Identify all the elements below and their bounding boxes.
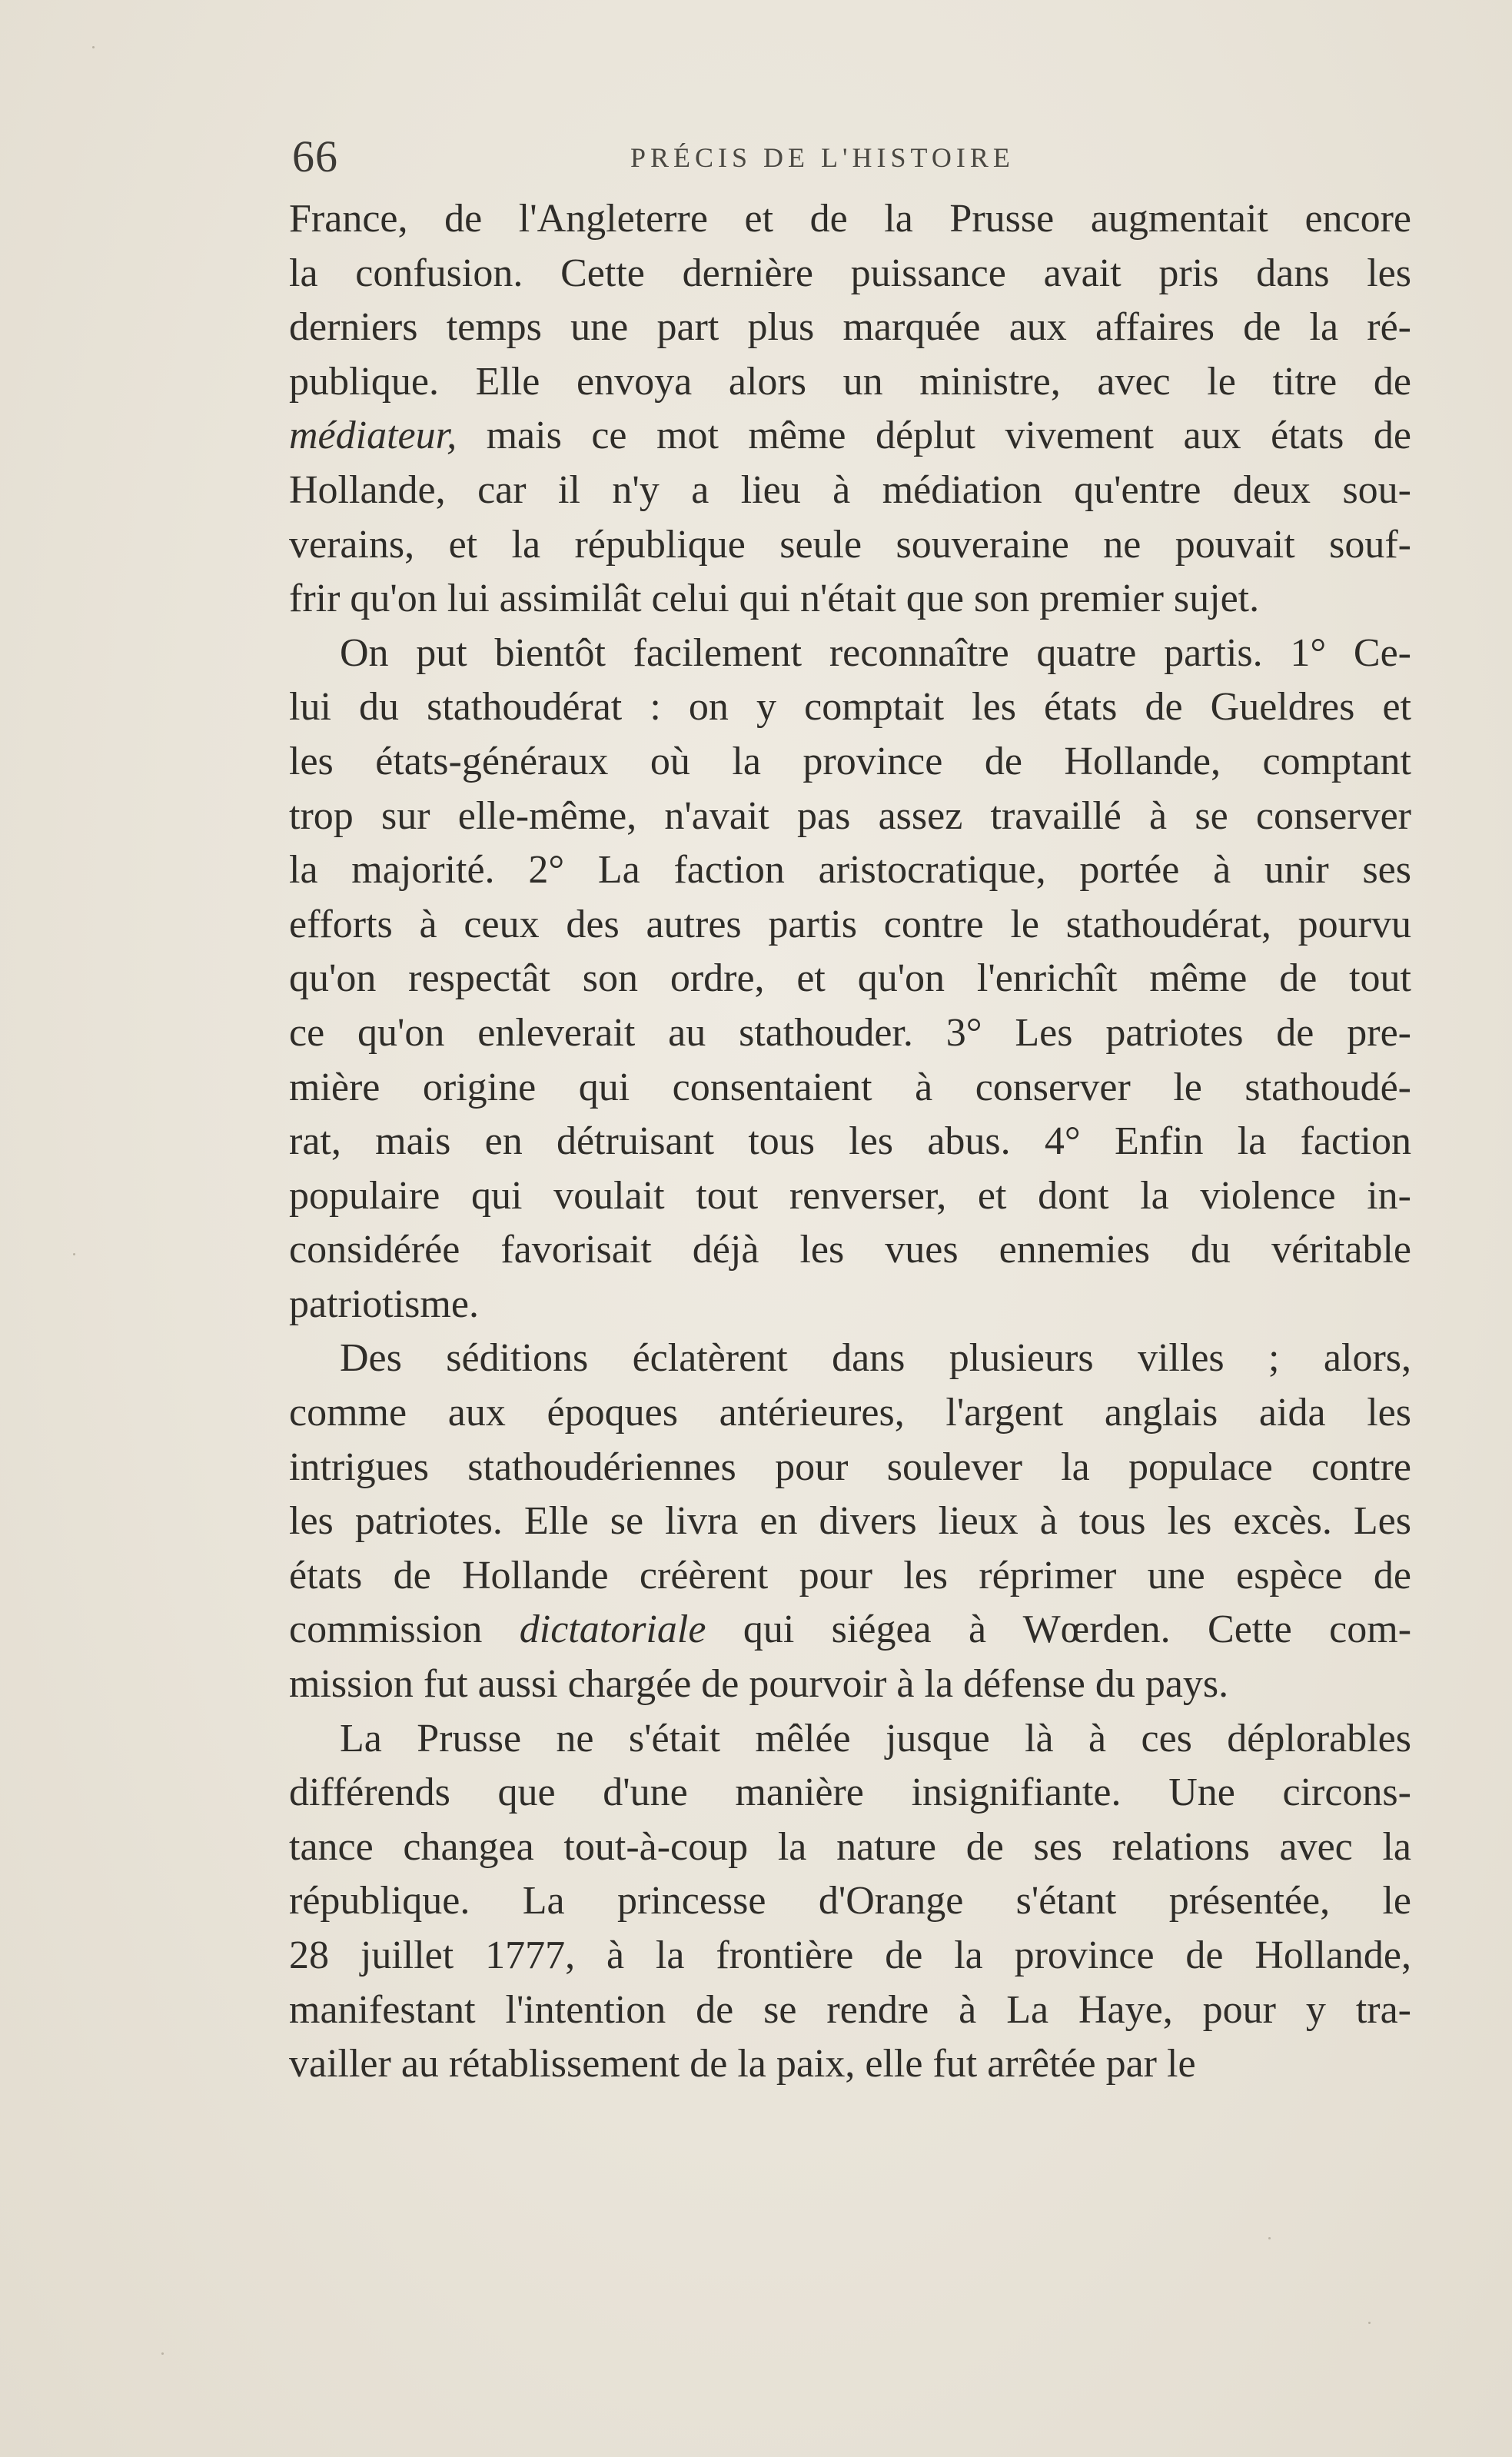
text-line: patriotisme.: [289, 1282, 479, 1326]
page-header: [292, 131, 1407, 185]
text-line: république. La princesse d'Orange s'étant présentée, le: [289, 1879, 1411, 1923]
text-line: états de Hollande créèrent pour les réprimer une espèce de: [289, 1553, 1411, 1598]
text-line: lui du stathoudérat : on y comptait les états de Gueldres et: [289, 685, 1411, 730]
text-line: 28 juillet 1777, à la frontière de la province de Hollande,: [289, 1933, 1411, 1977]
text-line: France, de l'Angleterre et de la Prusse augmentait encore: [289, 197, 1411, 241]
text-line: les états-généraux où la province de Hollande, comptant: [289, 739, 1411, 783]
text-line: vailler au rétablissement de la paix, elle fut arrêtée par le: [289, 2042, 1196, 2086]
text-line: la confusion. Cette dernière puissance avait pris dans les: [289, 251, 1411, 295]
text-line: trop sur elle-même, n'avait pas assez travaillé à se conserver: [289, 793, 1411, 838]
text-line: différends que d'une manière insignifiante. Une circons-: [289, 1770, 1411, 1815]
text-line: médiateur, mais ce mot même déplut vivement aux états de: [289, 414, 1411, 458]
text-line: verains, et la république seule souveraine ne pouvait souf-: [289, 522, 1411, 567]
italic-term: médiateur,: [289, 414, 457, 458]
text-line: populaire qui voulait tout renverser, et dont la violence in-: [289, 1173, 1411, 1218]
paragraph-p1: [289, 192, 1411, 627]
page-number: 66: [292, 131, 338, 181]
paragraph-p2: [289, 627, 1411, 1332]
text-line: qu'on respectât son ordre, et qu'on l'enrichît même de tout: [289, 956, 1411, 1001]
text-line: La Prusse ne s'était mêlée jusque là à ces déplorables: [340, 1716, 1411, 1760]
text-line: intrigues stathoudériennes pour soulever la populace contre: [289, 1445, 1411, 1489]
text-line: considérée favorisait déjà les vues ennemies du véritable: [289, 1228, 1411, 1272]
text-line: efforts à ceux des autres partis contre le stathoudérat, pourvu: [289, 902, 1411, 946]
paper-speck: [1268, 2237, 1271, 2239]
text-line: Des séditions éclatèrent dans plusieurs villes ; alors,: [340, 1336, 1411, 1381]
text-line: On put bientôt facilement reconnaître quatre partis. 1° Ce-: [340, 630, 1411, 675]
text-line: la majorité. 2° La faction aristocratique, portée à unir ses: [289, 848, 1411, 893]
paragraph-p4: [289, 1712, 1411, 2092]
text-line: comme aux époques antérieures, l'argent anglais aida les: [289, 1391, 1411, 1435]
text-line: ce qu'on enleverait au stathouder. 3° Les patriotes de pre-: [289, 1010, 1411, 1055]
text-line: derniers temps une part plus marquée aux affaires de la ré-: [289, 305, 1411, 350]
body-text: [289, 192, 1411, 2092]
text-line: les patriotes. Elle se livra en divers lieux à tous les excès. Les: [289, 1499, 1411, 1544]
text-line: mission fut aussi chargée de pourvoir à la défense du pays.: [289, 1662, 1229, 1707]
paper-speck: [92, 46, 95, 48]
text-line: mière origine qui consentaient à conserver le stathoudé-: [289, 1065, 1411, 1109]
text-line: commission dictatoriale qui siégea à Wœrden. Cette com-: [289, 1608, 1412, 1652]
paper-speck: [161, 2352, 164, 2355]
text-line: Hollande, car il n'y a lieu à médiation qu'entre deux sou-: [289, 467, 1411, 512]
text-line: manifestant l'intention de se rendre à La Haye, pour y tra-: [289, 1987, 1411, 2032]
paragraph-p3: [289, 1332, 1411, 1711]
text-line: frir qu'on lui assimilât celui qui n'était que son premier sujet.: [289, 577, 1260, 621]
italic-term: dictatoriale: [519, 1608, 706, 1652]
paper-speck: [73, 1253, 75, 1255]
text-line: tance changea tout-à-coup la nature de ses relations avec la: [289, 1824, 1411, 1869]
text-line: publique. Elle envoya alors un ministre, avec le titre de: [289, 359, 1411, 404]
paper-speck: [1368, 2322, 1371, 2324]
running-head: PRÉCIS DE L'HISTOIRE: [630, 142, 1015, 173]
text-line: rat, mais en détruisant tous les abus. 4° Enfin la faction: [289, 1119, 1411, 1164]
